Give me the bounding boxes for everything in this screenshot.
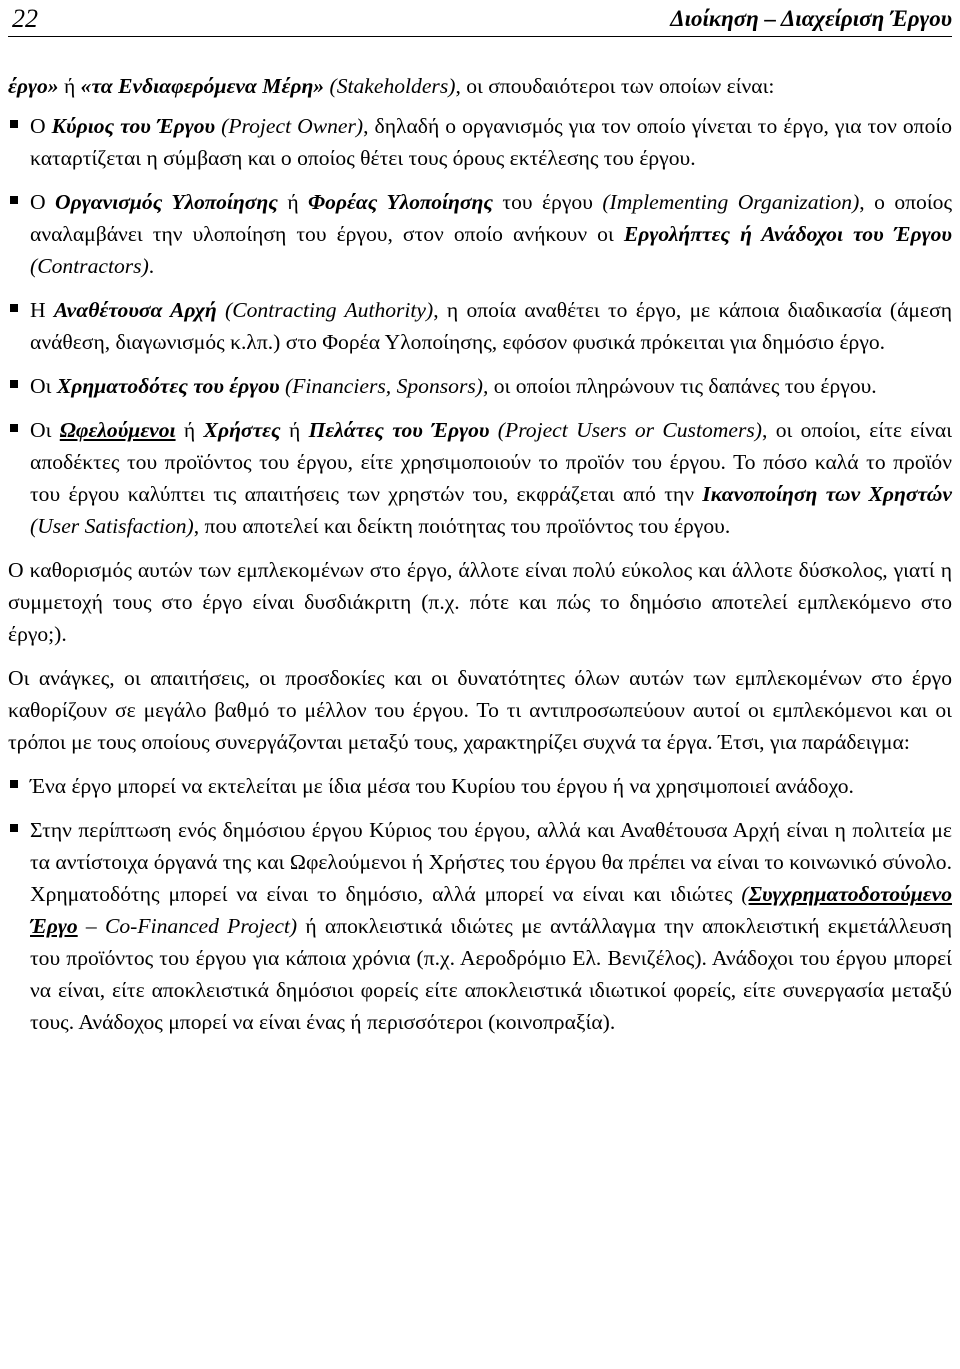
item-english-term: (Contracting Authority) <box>216 298 434 322</box>
list-item-financiers <box>8 370 952 402</box>
item-english-term: (User Satisfaction) <box>30 514 194 538</box>
intro-term: «τα Ενδιαφερόμενα Μέρη» <box>80 74 325 98</box>
intro-text: , οι σπουδαιότεροι των οποίων είναι: <box>455 74 775 98</box>
square-bullet-icon <box>10 780 18 788</box>
list-item-example-own-means <box>8 770 952 802</box>
item-text: Στην περίπτωση ενός δημόσιου έργου Κύριος του έργου, αλλά και Αναθέτουσα Αρχή είναι η πολιτεία με τα αντίστοιχα όργανά της και Ωφελούμενοι ή Χρήστες του έργου θα πρέπει να είναι το κοινωνικό σύνολο. Χρηματοδότης μπορεί να είναι το δημόσιο, αλλά μπορεί να είναι και ιδιώτες <box>30 818 952 906</box>
intro-english-term: (Stakeholders) <box>324 74 456 98</box>
square-bullet-icon <box>10 380 18 388</box>
item-term: Χρήστες <box>203 418 281 442</box>
running-title: Διοίκηση – Διαχείριση Έργου <box>670 6 952 31</box>
item-text: , η οποία αναθέτει το έργο, με κάποια διαδικασία (άμεση ανάθεση, διαγωνισμός κ.λπ.) στο Φορέα Υλοποίησης, εφόσον φυσικά πρόκειται για δημόσιο έργο. <box>30 298 952 354</box>
list-item-beneficiaries <box>8 414 952 542</box>
examples-list <box>8 770 952 1038</box>
item-english-term: (Financiers, Sponsors), <box>279 374 489 398</box>
page-number: 22 <box>12 4 38 33</box>
item-english-term: (Project Owner) <box>215 114 364 138</box>
list-item-implementing-organization <box>8 186 952 282</box>
item-text: οι οποίοι πληρώνουν τις δαπάνες του έργου. <box>488 374 877 398</box>
item-english-term: (Contractors) <box>30 254 149 278</box>
stakeholders-list <box>8 110 952 542</box>
item-text: Ο <box>30 190 56 214</box>
item-english-term: (Project Users or Customers) <box>489 418 762 442</box>
item-term: Πελάτες του Έργου <box>308 418 490 442</box>
item-term: Εργολήπτες ή Ανάδοχοι του Έργου <box>623 222 952 246</box>
list-item-example-public-project <box>8 814 952 1038</box>
item-term: Κύριος του Έργου <box>51 114 216 138</box>
intro-term: έργο» <box>8 74 59 98</box>
item-text: Ένα έργο μπορεί να εκτελείται με ίδια μέσα του Κυρίου του έργου ή να χρησιμοποιεί ανάδοχο. <box>30 774 854 798</box>
square-bullet-icon <box>10 304 18 312</box>
item-term: Ωφελούμενοι <box>59 418 176 442</box>
item-english-term: (Implementing Organization) <box>602 190 860 214</box>
intro-paragraph <box>8 70 952 102</box>
item-text: του έργου <box>493 190 603 214</box>
item-term: Αναθέτουσα Αρχή <box>53 298 217 322</box>
item-text: ή <box>280 418 309 442</box>
item-term: Οργανισμός Υλοποίησης <box>55 190 278 214</box>
square-bullet-icon <box>10 196 18 204</box>
item-text: ή <box>175 418 204 442</box>
item-text: Οι <box>30 374 57 398</box>
item-english-term: – Co-Financed Project) <box>77 914 298 938</box>
item-text: . <box>148 254 155 278</box>
item-text: , δηλαδή ο οργανισμός για τον οποίο γίνεται το έργο, για τον οποίο καταρτίζεται η σύμβαση και ο οποίος θέτει τους όρους εκτέλεσης του έργου. <box>30 114 952 170</box>
item-text: Ο <box>30 114 52 138</box>
square-bullet-icon <box>10 824 18 832</box>
paragraph-stakeholder-needs: Οι ανάγκες, οι απαιτήσεις, οι προσδοκίες και οι δυνατότητες όλων αυτών των εμπλεκομένων στο έργο καθορίζουν σε μεγάλο βαθμό το μέλλον του έργου. Το τι αντιπροσωπεύουν αυτοί οι εμπλεκόμενοι και οι τρόποι με τους οποίους συνεργάζονται μεταξύ τους, χαρακτηρίζει συχνά τα έργα. Έτσι, για παράδειγμα: <box>8 666 952 754</box>
list-item-contracting-authority <box>8 294 952 358</box>
item-text: Η <box>30 298 54 322</box>
square-bullet-icon <box>10 424 18 432</box>
list-item-owner <box>8 110 952 174</box>
item-term: Χρηματοδότες του έργου <box>56 374 280 398</box>
item-term: Ικανοποίηση των Χρηστών <box>702 482 952 506</box>
item-text: ή <box>277 190 309 214</box>
intro-text: ή <box>58 74 81 98</box>
item-text: , οι οποίοι, είτε είναι αποδέκτες του προϊόντος του έργου, είτε χρησιμοποιούν το προϊόν του έργου. Το πόσο καλά το προϊόν του έργου καλύπτει τις απαιτήσεις των χρηστών του, εκφράζεται από την <box>30 418 953 506</box>
square-bullet-icon <box>10 120 18 128</box>
item-text: , ο οποίος αναλαμβάνει την υλοποίηση του έργου, στον οποίο ανήκουν οι <box>30 190 952 246</box>
item-term: Φορέας Υλοποίησης <box>308 190 493 214</box>
item-text: ( <box>741 882 749 906</box>
item-text: Οι <box>30 418 60 442</box>
item-text: , που αποτελεί και δείκτη ποιότητας του προϊόντος του έργου. <box>193 514 731 538</box>
item-text: ή αποκλειστικά ιδιώτες με αντάλλαγμα την αποκλειστική εκμετάλλευση του προϊόντος του έργου για κάποια χρόνια (π.χ. Αεροδρόμιο Ελ. Βενιζέλος). Ανάδοχοι του έργου μπορεί να είναι, είτε αποκλειστικά δημόσιοι φορείς είτε αποκλειστικά ιδιωτικοί φορείς, είτε συνεργασία μεταξύ τους. Ανάδοχος μπορεί να είναι ένας ή περισσότεροι (κοινοπραξία). <box>30 914 952 1034</box>
page-header <box>8 0 952 37</box>
page-content <box>8 70 952 1038</box>
item-term: Συγχρηματοδοτούμενο Έργο <box>30 882 952 938</box>
paragraph-stakeholder-definition: Ο καθορισμός αυτών των εμπλεκομένων στο έργο, άλλοτε είναι πολύ εύκολος και άλλοτε δύσκολος, γιατί η συμμετοχή τους στο έργο είναι δυσδιάκριτη (π.χ. πότε και πώς το δημόσιο αποτελεί εμπλεκόμενο στο έργο;). <box>8 558 952 646</box>
